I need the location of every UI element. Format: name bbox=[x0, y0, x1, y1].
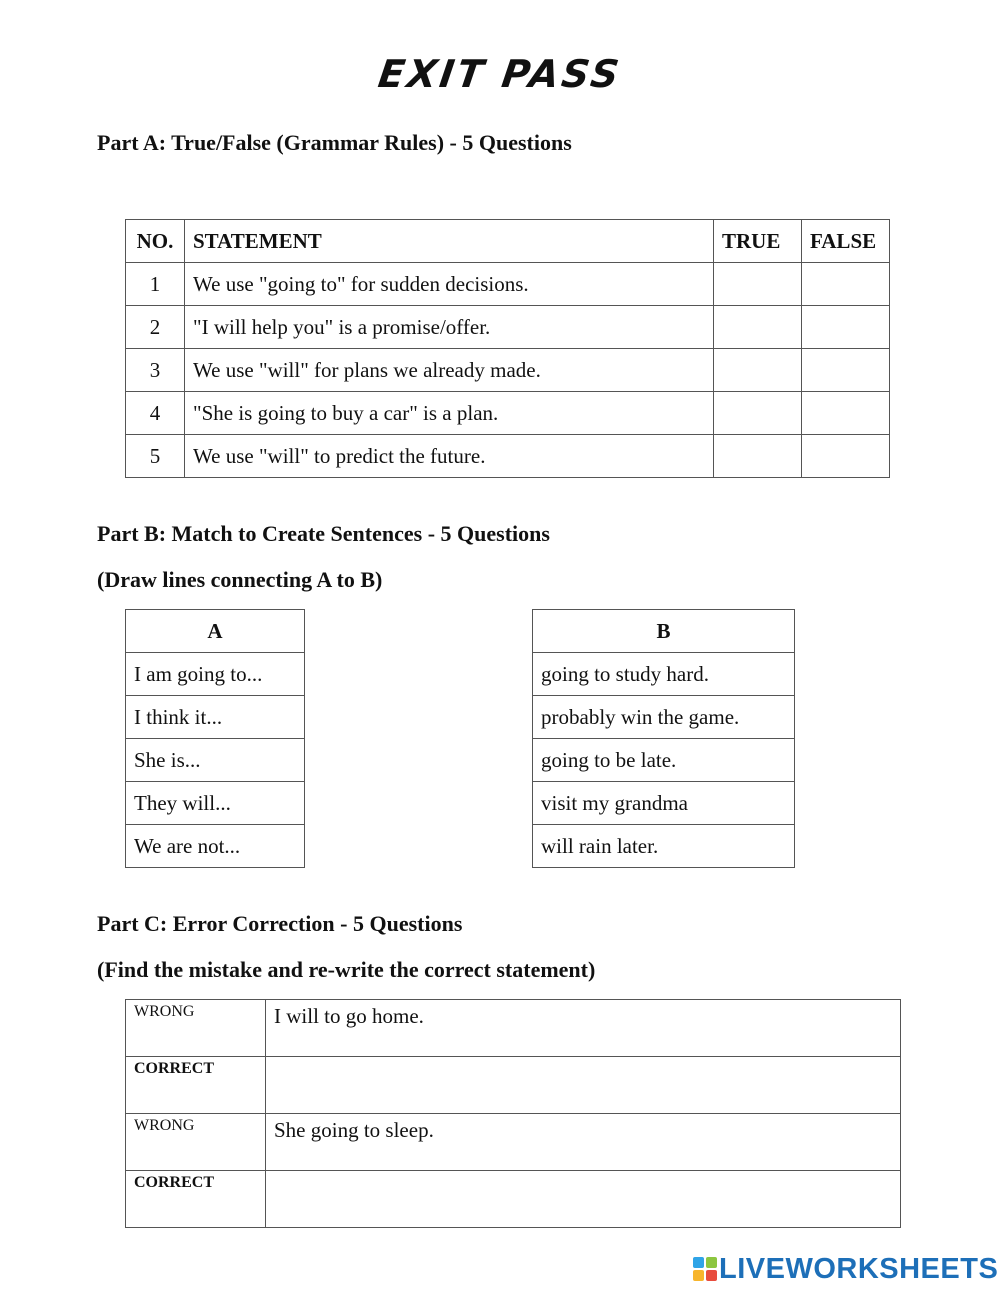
column-b-header: B bbox=[533, 610, 795, 653]
column-a-header: A bbox=[126, 610, 305, 653]
match-item-b[interactable]: going to study hard. bbox=[533, 653, 795, 696]
wrong-sentence: She going to sleep. bbox=[266, 1114, 901, 1171]
header-false: FALSE bbox=[802, 220, 890, 263]
table-row bbox=[126, 349, 890, 392]
false-answer-cell[interactable] bbox=[802, 392, 890, 435]
false-answer-cell[interactable] bbox=[802, 435, 890, 478]
logo-text: LIVEWORKSHEETS bbox=[719, 1252, 999, 1285]
match-item-a[interactable]: They will... bbox=[126, 782, 305, 825]
header-no: NO. bbox=[126, 220, 185, 263]
match-item-a[interactable]: She is... bbox=[126, 739, 305, 782]
logo-mark-icon bbox=[693, 1257, 717, 1281]
false-answer-cell[interactable] bbox=[802, 263, 890, 306]
part-a-heading: Part A: True/False (Grammar Rules) - 5 Questions bbox=[97, 130, 572, 155]
error-correction-table bbox=[125, 999, 901, 1228]
row-number: 1 bbox=[126, 263, 185, 306]
match-item-a[interactable]: I think it... bbox=[126, 696, 305, 739]
match-item-b[interactable]: probably win the game. bbox=[533, 696, 795, 739]
true-answer-cell[interactable] bbox=[714, 263, 802, 306]
wrong-label: WRONG bbox=[126, 1000, 266, 1057]
wrong-label: WRONG bbox=[126, 1114, 266, 1171]
false-answer-cell[interactable] bbox=[802, 306, 890, 349]
part-b-heading: Part B: Match to Create Sentences - 5 Questions bbox=[97, 521, 550, 546]
row-number: 5 bbox=[126, 435, 185, 478]
row-statement: "I will help you" is a promise/offer. bbox=[185, 306, 714, 349]
header-statement: STATEMENT bbox=[185, 220, 714, 263]
correct-answer-field[interactable] bbox=[266, 1171, 901, 1228]
row-statement: We use "will" to predict the future. bbox=[185, 435, 714, 478]
row-number: 3 bbox=[126, 349, 185, 392]
true-answer-cell[interactable] bbox=[714, 392, 802, 435]
row-number: 4 bbox=[126, 392, 185, 435]
correct-answer-field[interactable] bbox=[266, 1057, 901, 1114]
row-statement: We use "will" for plans we already made. bbox=[185, 349, 714, 392]
part-c-instruction: (Find the mistake and re-write the correct statement) bbox=[97, 957, 596, 982]
false-answer-cell[interactable] bbox=[802, 349, 890, 392]
header-true: TRUE bbox=[714, 220, 802, 263]
match-item-a[interactable]: We are not... bbox=[126, 825, 305, 868]
row-statement: "She is going to buy a car" is a plan. bbox=[185, 392, 714, 435]
correct-label: CORRECT bbox=[126, 1171, 266, 1228]
row-number: 2 bbox=[126, 306, 185, 349]
page-title: EXIT PASS bbox=[375, 52, 625, 96]
match-item-b[interactable]: will rain later. bbox=[533, 825, 795, 868]
table-row bbox=[126, 263, 890, 306]
true-false-table bbox=[125, 219, 890, 478]
match-item-b[interactable]: visit my grandma bbox=[533, 782, 795, 825]
correct-label: CORRECT bbox=[126, 1057, 266, 1114]
match-column-a bbox=[125, 609, 305, 868]
table-row bbox=[126, 1171, 901, 1228]
table-row bbox=[126, 1000, 901, 1057]
true-answer-cell[interactable] bbox=[714, 435, 802, 478]
table-row bbox=[126, 1114, 901, 1171]
true-answer-cell[interactable] bbox=[714, 349, 802, 392]
part-b-instruction: (Draw lines connecting A to B) bbox=[97, 567, 383, 592]
table-header-row bbox=[126, 220, 890, 263]
match-column-b bbox=[532, 609, 795, 868]
table-row bbox=[126, 1057, 901, 1114]
match-item-a[interactable]: I am going to... bbox=[126, 653, 305, 696]
liveworksheets-logo bbox=[693, 1253, 998, 1285]
wrong-sentence: I will to go home. bbox=[266, 1000, 901, 1057]
table-row bbox=[126, 435, 890, 478]
part-c-heading: Part C: Error Correction - 5 Questions bbox=[97, 911, 463, 936]
table-row bbox=[126, 392, 890, 435]
true-answer-cell[interactable] bbox=[714, 306, 802, 349]
match-item-b[interactable]: going to be late. bbox=[533, 739, 795, 782]
table-row bbox=[126, 306, 890, 349]
row-statement: We use "going to" for sudden decisions. bbox=[185, 263, 714, 306]
